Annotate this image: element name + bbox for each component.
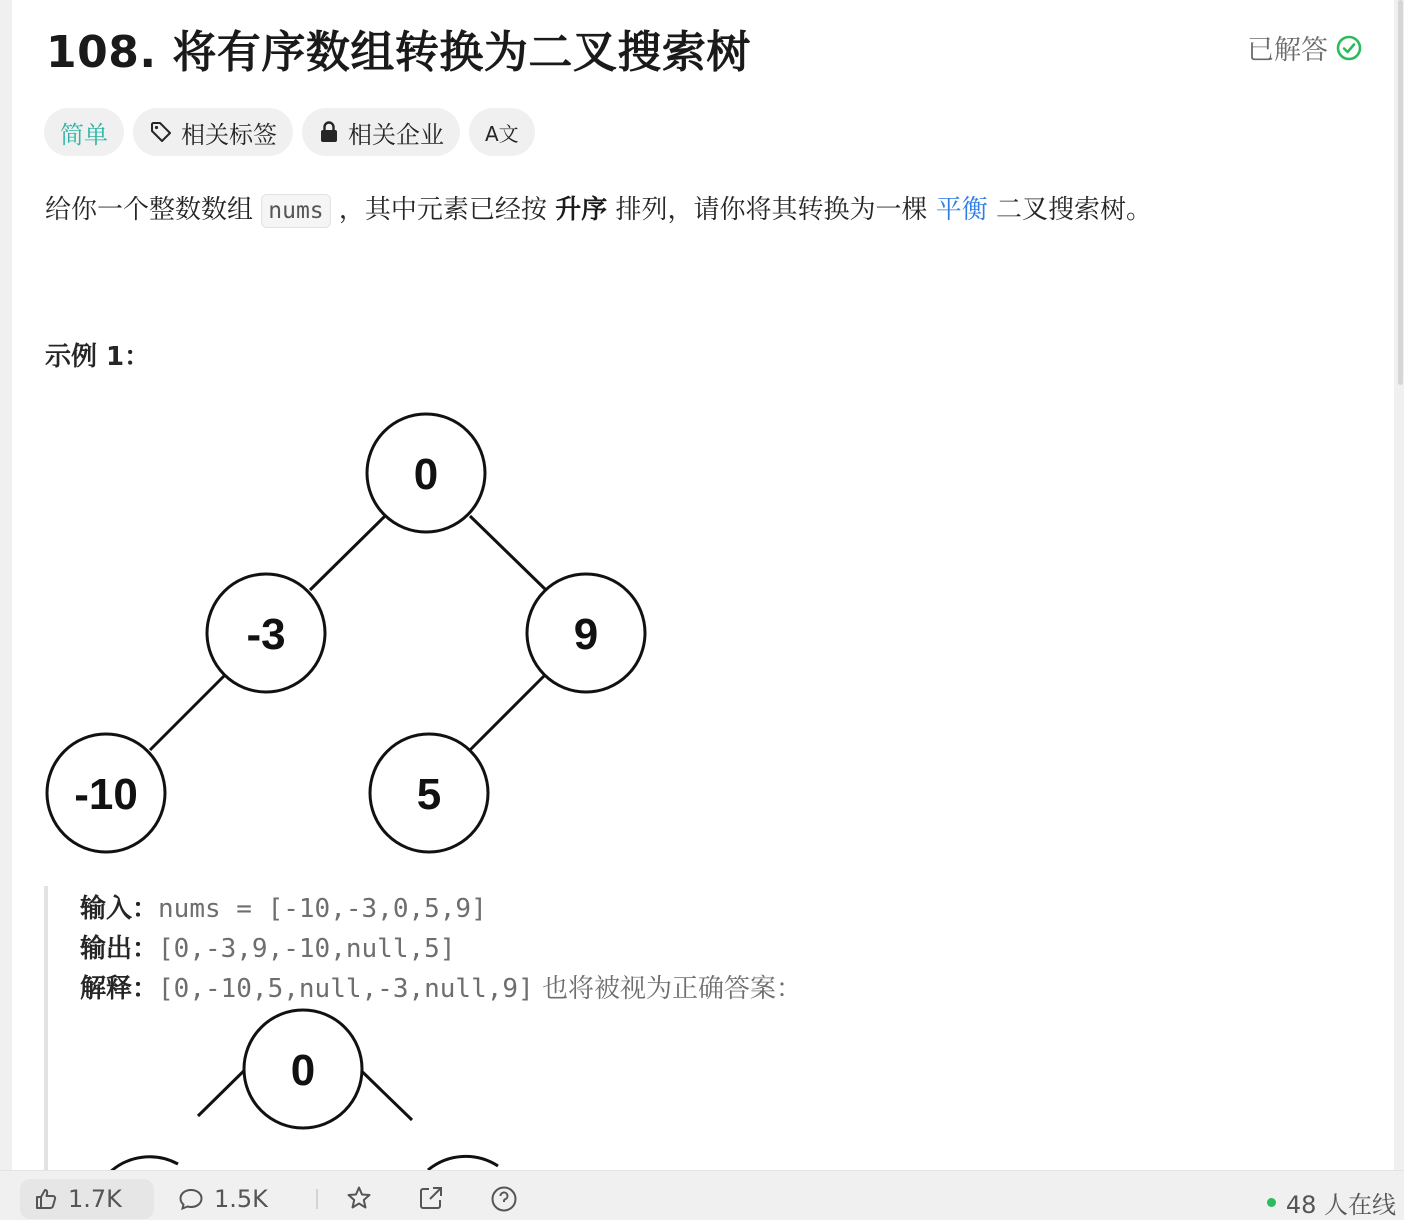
tree-node-label: 5 — [416, 770, 442, 819]
online-label: 48 人在线 — [1285, 1191, 1396, 1219]
desc-text-2: ，其中元素已经按 — [330, 195, 556, 225]
input-label: 输入： — [80, 894, 159, 924]
tree-edge — [470, 675, 545, 750]
nums-code: nums — [261, 194, 330, 228]
help-button[interactable] — [490, 1185, 518, 1213]
example-1-alt-tree-image — [48, 1004, 748, 1170]
comment-count: 1.5K — [214, 1185, 268, 1213]
balanced-link[interactable]: 平衡 — [935, 195, 988, 225]
share-button[interactable] — [418, 1185, 444, 1211]
example-1-tree-image — [12, 0, 712, 870]
comment-icon — [178, 1187, 204, 1211]
example-input — [80, 888, 487, 925]
like-button[interactable] — [20, 1179, 154, 1219]
tree-node-label: 0 — [413, 450, 439, 499]
tree-edge — [470, 516, 546, 590]
explain-label: 解释： — [80, 974, 159, 1004]
output-label: 输出： — [80, 934, 159, 964]
example-explanation — [80, 968, 802, 1005]
question-circle-icon — [490, 1185, 518, 1213]
online-dot — [1267, 1198, 1276, 1207]
tree-node-label: 0 — [290, 1046, 316, 1095]
bottom-action-bar — [0, 1170, 1404, 1219]
solved-status[interactable] — [1247, 28, 1362, 67]
scrollbar-thumb[interactable] — [1398, 0, 1403, 385]
tree-node-label: 9 — [573, 610, 599, 659]
online-count — [1267, 1185, 1396, 1220]
tree-node-label: -3 — [246, 610, 286, 659]
problem-title: 108. 将有序数组转换为二叉搜索树 — [46, 27, 751, 78]
explain-note: 也将被视为正确答案： — [533, 974, 802, 1004]
star-icon — [346, 1185, 372, 1211]
difficulty-label: 简单 — [60, 120, 108, 149]
favorite-button[interactable] — [346, 1185, 372, 1211]
example-1-title: 示例 1： — [45, 342, 151, 372]
desc-text-1: 给你一个整数数组 — [45, 195, 262, 225]
example-output — [80, 928, 455, 965]
example-1-block — [44, 886, 948, 1170]
like-count: 1.7K — [68, 1185, 122, 1213]
related-companies-label: 相关企业 — [348, 120, 444, 149]
share-icon — [418, 1185, 444, 1211]
tree-edge — [150, 675, 225, 750]
thumbs-up-icon — [34, 1187, 58, 1211]
solved-label: 已解答 — [1247, 35, 1328, 66]
translate-icon: A文 — [485, 121, 519, 146]
explain-value: [0,-10,5,null,-3,null,9] — [158, 974, 534, 1004]
related-tags-label: 相关标签 — [181, 120, 277, 149]
desc-text-3: 排列，请你将其转换为一棵 — [607, 195, 936, 225]
desc-text-4: 二叉搜索树。 — [987, 195, 1153, 225]
check-circle-icon — [1336, 35, 1362, 61]
output-value: [0,-3,9,-10,null,5] — [158, 934, 456, 964]
tree-edge — [310, 516, 385, 590]
tree-node-label: -10 — [74, 770, 138, 819]
divider — [316, 1189, 318, 1209]
problem-panel — [12, 0, 1394, 1170]
ascending-bold: 升序 — [555, 195, 608, 225]
comments-button[interactable] — [178, 1185, 268, 1213]
input-value: nums = [-10,-3,0,5,9] — [158, 894, 487, 924]
